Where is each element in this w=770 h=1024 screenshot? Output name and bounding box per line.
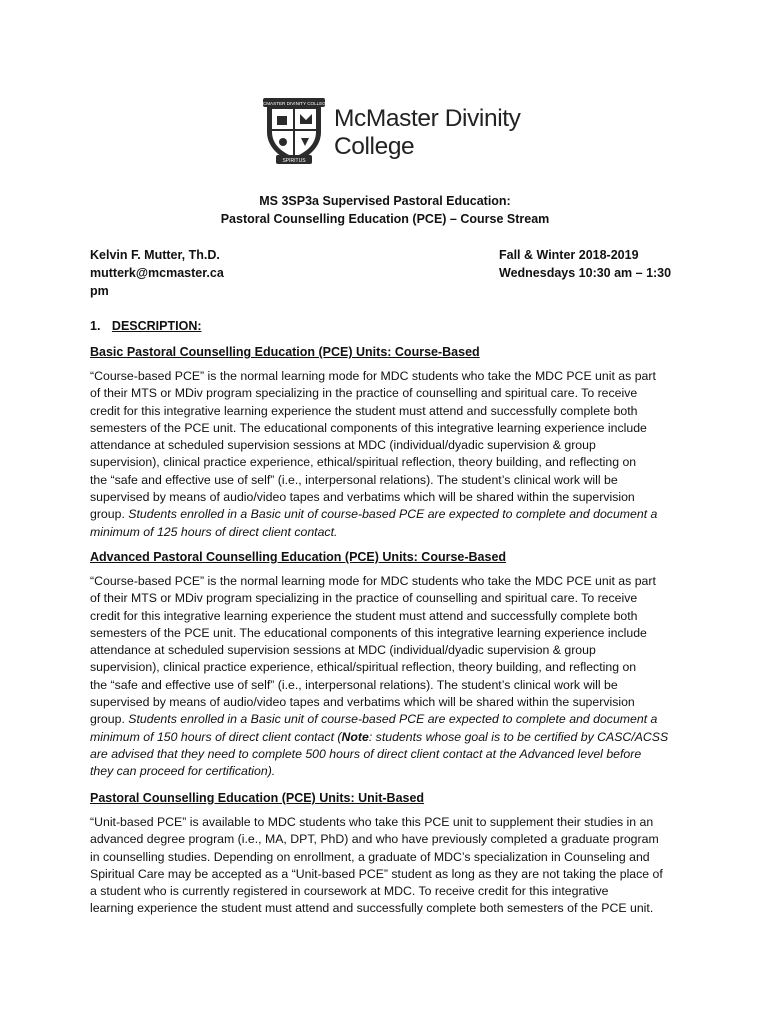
paragraph-line: of their MTS or MDiv program specializing in the practice of counselling and spiritual care. To receive: [90, 386, 638, 401]
course-title-line1: MS 3SP3a Supervised Pastoral Education:: [259, 194, 511, 208]
paragraph-line: Spiritual Care may be accepted as a “Unit-based PCE” student as long as they are not taking the place of: [90, 866, 663, 881]
paragraph-line: [90, 711, 682, 728]
paragraph-line: credit for this integrative learning experience the student must attend and successfully complete both: [90, 403, 638, 418]
paragraph-text: group.: [90, 712, 129, 727]
schedule-time-wrap: pm: [90, 284, 109, 298]
paragraph-line: they can proceed for certification).: [90, 764, 276, 779]
paragraph-text: group.: [90, 507, 129, 522]
paragraph-italic-text: minimum of 150 hours of direct client contact (: [90, 729, 342, 744]
college-crest-icon: [259, 96, 329, 166]
basic-pce-heading: [90, 343, 480, 361]
unit-based-pce-heading-text: Pastoral Counselling Education (PCE) Units: Unit-Based: [90, 791, 425, 805]
paragraph-line: [90, 506, 682, 523]
advanced-pce-heading: [90, 548, 506, 566]
paragraph-line: semesters of the PCE unit. The educational components of this integrative learning experience include: [90, 625, 647, 640]
paragraph-line: supervised by means of audio/video tapes and verbatims which will be shared within the supervision: [90, 695, 635, 710]
paragraph-line: semesters of the PCE unit. The educational components of this integrative learning experience include: [90, 420, 647, 435]
paragraph-line: minimum of 125 hours of direct client contact.: [90, 524, 338, 539]
paragraph-line: attendance at scheduled supervision sessions at MDC (individual/dyadic supervision & group: [90, 438, 596, 453]
paragraph-line: advanced degree program (i.e., MA, DPT, PhD) and who have previously completed a graduate program: [90, 832, 659, 847]
paragraph-line: supervision), clinical practice experience, ethical/spiritual reflection, theory building, and reflecting on: [90, 455, 637, 470]
basic-pce-paragraph: [90, 368, 682, 541]
instructor-name: Kelvin F. Mutter, Th.D.: [90, 248, 220, 262]
paragraph-line: “Course-based PCE” is the normal learning mode for MDC students who take the MDC PCE unit as part: [90, 574, 656, 588]
paragraph-line: of their MTS or MDiv program specializing in the practice of counselling and spiritual care. To receive: [90, 591, 638, 606]
college-logo: [259, 96, 523, 166]
note-label: Note: [341, 729, 369, 744]
paragraph-line: a student who is currently registered in coursework at MDC. To receive credit for this integrative: [90, 884, 609, 899]
paragraph-line: learning experience the student must attend and successfully complete both semesters of the PCE unit.: [90, 901, 654, 916]
paragraph-line: “Unit-based PCE” is available to MDC students who take this PCE unit to supplement their studies in an: [90, 815, 654, 829]
paragraph-italic-text: Students enrolled in a Basic unit of course-based PCE are expected to complete and document a: [128, 712, 658, 727]
paragraph-italic-text: : students whose goal is to be certified by CASC/ACSS: [368, 729, 669, 744]
instructor-email: mutterk@mcmaster.ca: [90, 266, 224, 280]
paragraph-line: are advised that they need to complete 500 hours of direct client contact at the Advanced level before: [90, 746, 642, 761]
unit-based-pce-paragraph: [90, 814, 682, 918]
college-name: [334, 105, 521, 161]
section-number: 1.: [90, 319, 101, 333]
advanced-pce-paragraph: [90, 573, 682, 781]
paragraph-line: “Course-based PCE” is the normal learning mode for MDC students who take the MDC PCE unit as part: [90, 369, 656, 383]
section-title: DESCRIPTION:: [111, 319, 202, 333]
term-label: Fall & Winter 2018-2019: [499, 248, 639, 262]
paragraph-line: credit for this integrative learning experience the student must attend and successfully complete both: [90, 608, 638, 623]
college-name-line2: College: [334, 133, 415, 160]
college-name-line1: McMaster Divinity: [334, 105, 521, 132]
schedule-time: Wednesdays 10:30 am – 1:30: [499, 266, 672, 280]
paragraph-line: in counselling studies. Depending on enrollment, a graduate of MDC’s specialization in Counseling and: [90, 849, 650, 864]
paragraph-line: [90, 729, 682, 746]
section-heading-description: [90, 317, 202, 335]
paragraph-line: the “safe and effective use of self” (i.e., interpersonal relations). The student’s clinical work will be: [90, 677, 618, 692]
crest-banner-top: MCMASTER DIVINITY COLLEGE: [259, 101, 329, 106]
unit-based-pce-heading: [90, 789, 424, 807]
paragraph-line: supervised by means of audio/video tapes and verbatims which will be shared within the supervision: [90, 490, 635, 505]
paragraph-line: supervision), clinical practice experience, ethical/spiritual reflection, theory building, and reflecting on: [90, 660, 637, 675]
advanced-pce-heading-text: Advanced Pastoral Counselling Education (PCE) Units: Course-Based: [90, 550, 507, 564]
paragraph-line: the “safe and effective use of self” (i.e., interpersonal relations). The student’s clinical work will be: [90, 472, 618, 487]
crest-banner-bottom: SPIRITUS: [282, 158, 306, 164]
basic-pce-heading-text: Basic Pastoral Counselling Education (PCE) Units: Course-Based: [90, 345, 480, 359]
course-title-line2: Pastoral Counselling Education (PCE) – Course Stream: [220, 212, 550, 226]
paragraph-line: attendance at scheduled supervision sessions at MDC (individual/dyadic supervision & group: [90, 643, 596, 658]
paragraph-italic-text: Students enrolled in a Basic unit of course-based PCE are expected to complete and document a: [128, 507, 658, 522]
